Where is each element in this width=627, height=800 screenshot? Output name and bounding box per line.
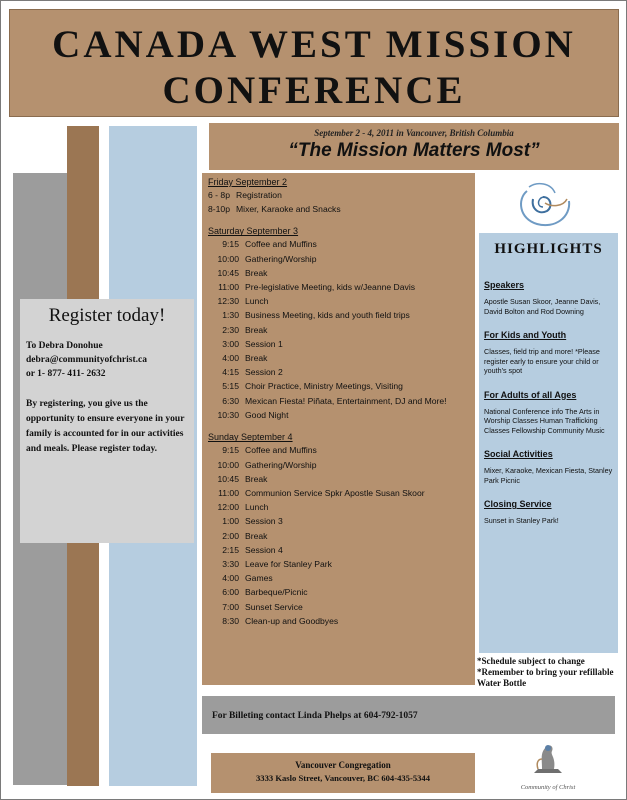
title-banner xyxy=(9,9,619,117)
community-of-christ-text: Community of Christ xyxy=(520,784,576,791)
day-saturday xyxy=(208,226,469,422)
day-title: Sunday September 4 xyxy=(208,432,293,443)
congregation-address: 3333 Kaslo Street, Vancouver, BC 604-435-5344 xyxy=(255,773,431,783)
schedule-item: 7:00 Sunset Service xyxy=(222,601,303,612)
schedule-note: *Schedule subject to change xyxy=(477,656,585,666)
register-panel xyxy=(20,299,194,543)
schedule-item: 4:00 Games xyxy=(222,573,273,584)
community-of-christ-seal-icon xyxy=(519,739,577,795)
schedule-item: 1:00 Session 3 xyxy=(222,516,283,527)
schedule-item: 10:30 Good Night xyxy=(217,410,289,421)
event-theme: “The Mission Matters Most” xyxy=(288,140,540,161)
day-friday xyxy=(208,177,469,216)
day-sunday xyxy=(208,432,469,628)
schedule-item: 3:30 Leave for Stanley Park xyxy=(222,559,332,570)
highlight-text: Sunset in Stanley Park! xyxy=(484,516,559,525)
schedule-item: 6 - 8p Registration xyxy=(208,190,282,200)
schedule-item: 10:00 Gathering/Worship xyxy=(217,253,317,264)
register-contact xyxy=(26,339,188,381)
highlight-text: Classes, field trip and more! *Please register early to ensure your child or youth's spot xyxy=(484,347,600,375)
schedule-item: 9:15 Coffee and Muffins xyxy=(222,445,317,456)
dateline-banner xyxy=(209,123,619,170)
event-dateline: September 2 - 4, 2011 in Vancouver, British Columbia xyxy=(314,128,514,138)
highlights-title: HIGHLIGHTS xyxy=(494,241,603,257)
schedule-item: 8-10p Mixer, Karaoke and Snacks xyxy=(208,204,341,215)
billeting-banner xyxy=(202,696,615,734)
highlight-text: Mixer, Karaoke, Mexican Fiesta, Stanley Park Picnic xyxy=(484,466,613,485)
highlight-section xyxy=(484,330,613,376)
contact-name: To Debra Donohue xyxy=(26,341,103,351)
notes xyxy=(477,656,623,689)
schedule-item: 10:45 Break xyxy=(217,267,268,278)
highlight-section xyxy=(484,449,613,485)
highlight-heading: Closing Service xyxy=(484,499,552,509)
highlight-heading: Speakers xyxy=(484,280,525,290)
schedule-item: 11:00 Pre-legislative Meeting, kids w/Jeanne Davis xyxy=(218,282,416,293)
register-title: Register today! xyxy=(48,305,166,326)
highlight-text: National Conference info The Arts in Worship Classes Human Trafficking Classes Fellowship Community Music xyxy=(484,406,605,435)
schedule-item: 10:00 Gathering/Worship xyxy=(217,459,317,470)
schedule-item: 11:00 Communion Service Spkr Apostle Susan Skoor xyxy=(218,488,425,499)
schedule-item: 1:30 Business Meeting, kids and youth field trips xyxy=(222,310,410,321)
contact-phone: or 1- 877- 411- 2632 xyxy=(26,369,106,379)
highlight-section xyxy=(484,390,613,436)
highlight-heading: Social Activities xyxy=(484,449,553,459)
schedule-item: 12:00 Lunch xyxy=(217,502,269,513)
page-title-line-2: CONFERENCE xyxy=(162,69,466,112)
congregation-banner xyxy=(211,753,475,793)
highlight-section xyxy=(484,499,613,526)
schedule-item: 5:15 Choir Practice, Ministry Meetings, Visiting xyxy=(222,381,403,392)
contact-email[interactable]: debra@communityofchrist.ca xyxy=(26,355,147,365)
day-title: Friday September 2 xyxy=(208,177,288,187)
day-title: Saturday September 3 xyxy=(208,226,299,237)
highlight-heading: For Adults of all Ages xyxy=(484,389,577,400)
schedule-item: 6:00 Barbeque/Picnic xyxy=(222,587,308,598)
highlight-text: Apostle Susan Skoor, Jeanne Davis, David Bolton and Rod Downing xyxy=(484,297,601,316)
highlights-panel xyxy=(479,233,618,653)
schedule-item: 3:00 Session 1 xyxy=(222,338,283,349)
water-bottle-note: *Remember to bring your refillable Water Bottle xyxy=(477,667,614,688)
schedule-item: 9:15 Coffee and Muffins xyxy=(222,239,317,250)
schedule-item: 4:15 Session 2 xyxy=(222,367,283,378)
schedule-item: 8:30 Clean-up and Goodbyes xyxy=(222,615,339,626)
schedule-item: 4:00 Break xyxy=(222,353,268,364)
register-body: By registering, you give us the opportunity to ensure everyone in your family is accounted for in our activities and meals. Please register today. xyxy=(26,399,185,454)
highlight-section xyxy=(484,280,613,316)
schedule-item: 2:15 Session 4 xyxy=(222,544,283,555)
schedule-item: 2:00 Break xyxy=(222,530,268,541)
schedule-panel xyxy=(202,173,475,685)
page-title-line-1: CANADA WEST MISSION xyxy=(52,23,576,66)
schedule-item: 12:30 Lunch xyxy=(217,296,269,307)
billeting-text: For Billeting contact Linda Phelps at 604-792-1057 xyxy=(212,711,418,721)
highlight-heading: For Kids and Youth xyxy=(484,330,567,340)
schedule-item: 10:45 Break xyxy=(217,473,268,484)
schedule-item: 6:30 Mexican Fiesta! Piñata, Entertainment, DJ and More! xyxy=(222,395,447,406)
conference-swirl-icon xyxy=(507,177,579,235)
schedule-item: 2:30 Break xyxy=(222,324,268,335)
congregation-name: Vancouver Congregation xyxy=(295,760,391,770)
